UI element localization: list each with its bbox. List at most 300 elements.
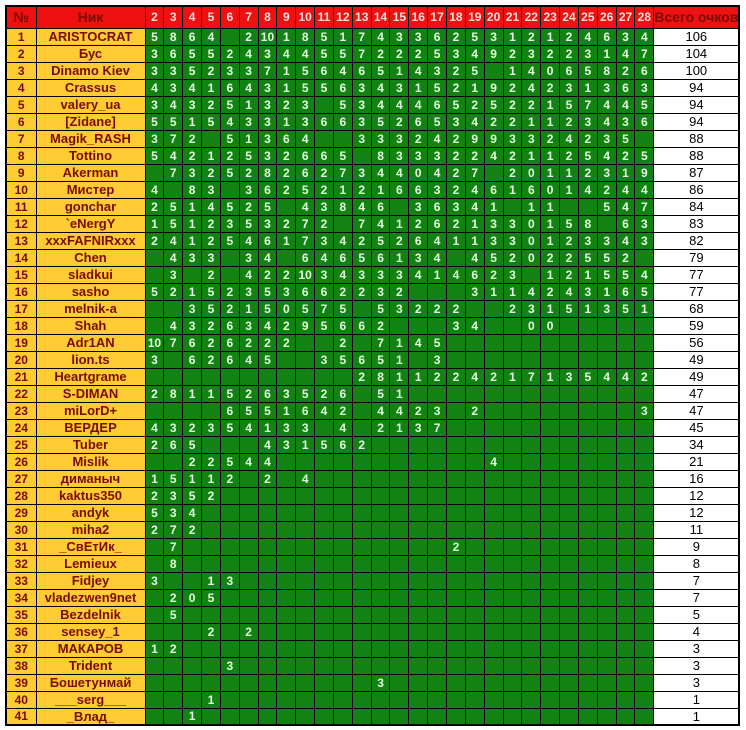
total-cell: 94 [654,113,740,130]
score-table [5,5,740,726]
score-cell: 6 [352,62,371,79]
score-cell: 3 [428,62,447,79]
score-cell: 2 [503,300,522,317]
score-cell: 8 [164,385,183,402]
score-cell: 5 [616,130,635,147]
score-cell: 4 [428,249,447,266]
score-cell: 4 [371,28,390,45]
score-cell: 4 [616,368,635,385]
score-cell: 1 [541,113,560,130]
score-cell [447,453,466,470]
score-cell: 7 [258,62,277,79]
score-cell: 4 [465,113,484,130]
score-cell: 5 [183,45,202,62]
score-cell [597,623,616,640]
score-cell [202,606,221,623]
score-cell: 1 [145,470,164,487]
score-cell [258,657,277,674]
score-cell [164,453,183,470]
score-cell: 0 [541,62,560,79]
score-cell [202,130,221,147]
score-cell: 5 [202,589,221,606]
player-row [6,606,739,623]
score-cell: 2 [541,283,560,300]
score-cell: 1 [239,96,258,113]
player-row [6,334,739,351]
score-cell [352,419,371,436]
score-cell: 3 [315,198,334,215]
score-cell: 3 [164,79,183,96]
score-cell: 5 [616,266,635,283]
rank-cell: 2 [6,45,36,62]
score-cell [465,419,484,436]
score-cell: 2 [503,147,522,164]
score-cell [428,487,447,504]
score-cell [258,640,277,657]
score-cell [239,708,258,725]
score-cell [390,504,409,521]
score-cell: 7 [164,130,183,147]
score-cell: 1 [183,708,202,725]
score-cell [616,436,635,453]
score-cell [503,351,522,368]
player-row [6,470,739,487]
score-cell: 4 [145,79,164,96]
score-cell [578,674,597,691]
score-cell [503,606,522,623]
score-cell: 1 [503,368,522,385]
score-cell [145,300,164,317]
score-cell [522,606,541,623]
score-cell [352,708,371,725]
score-cell [522,691,541,708]
score-cell: 5 [352,249,371,266]
score-cell [277,640,296,657]
player-row [6,300,739,317]
score-cell [522,708,541,725]
score-cell: 3 [296,419,315,436]
score-cell [465,351,484,368]
score-cell: 8 [371,147,390,164]
score-cell: 3 [390,79,409,96]
score-cell: 3 [635,232,654,249]
score-cell [352,300,371,317]
score-cell: 3 [484,215,503,232]
score-cell [183,674,202,691]
score-cell: 5 [315,28,334,45]
score-cell [183,606,202,623]
score-cell: 3 [296,96,315,113]
score-cell [484,402,503,419]
score-cell [447,606,466,623]
score-cell: 2 [560,232,579,249]
score-cell: 1 [409,368,428,385]
score-cell [616,317,635,334]
score-cell: 2 [447,538,466,555]
score-cell [616,691,635,708]
rank-cell: 37 [6,640,36,657]
score-cell: 2 [503,79,522,96]
nick-cell: gonchar [36,198,145,215]
score-cell: 1 [560,181,579,198]
header-round-18: 18 [447,6,466,28]
score-cell [296,555,315,572]
score-cell: 8 [164,555,183,572]
score-cell [503,334,522,351]
score-cell: 4 [315,402,334,419]
score-cell: 7 [164,521,183,538]
score-cell [560,555,579,572]
score-cell [145,402,164,419]
score-cell: 3 [578,283,597,300]
score-cell [315,521,334,538]
score-cell [503,470,522,487]
score-cell [164,351,183,368]
score-cell [333,657,352,674]
score-cell: 3 [635,402,654,419]
score-cell [371,640,390,657]
score-cell: 0 [277,300,296,317]
score-cell: 6 [277,130,296,147]
rank-cell: 40 [6,691,36,708]
player-row [6,266,739,283]
score-cell: 4 [164,147,183,164]
score-cell [447,623,466,640]
header-round-6: 6 [220,6,239,28]
score-cell: 7 [164,538,183,555]
score-cell: 4 [333,62,352,79]
score-cell [277,504,296,521]
score-cell: 3 [220,215,239,232]
score-cell: 3 [503,130,522,147]
score-cell: 2 [428,300,447,317]
score-cell [315,589,334,606]
score-cell: 2 [352,181,371,198]
nick-cell: _СвЕтИк_ [36,538,145,555]
score-cell [371,589,390,606]
player-row [6,436,739,453]
nick-cell: melnik-a [36,300,145,317]
score-cell: 7 [635,45,654,62]
score-cell: 4 [315,249,334,266]
score-cell: 3 [145,62,164,79]
score-cell: 1 [239,300,258,317]
score-cell [465,334,484,351]
header-round-5: 5 [202,6,221,28]
score-cell [145,249,164,266]
score-cell [409,470,428,487]
score-cell [352,487,371,504]
score-cell [315,674,334,691]
score-cell: 1 [503,283,522,300]
nick-cell: xxxFAFNIRxxx [36,232,145,249]
score-cell [352,640,371,657]
score-cell: 4 [390,96,409,113]
score-cell [296,504,315,521]
score-cell: 8 [258,164,277,181]
score-cell: 2 [164,283,183,300]
score-cell: 6 [616,215,635,232]
header-round-8: 8 [258,6,277,28]
score-cell: 2 [145,385,164,402]
score-cell: 5 [145,283,164,300]
header-round-24: 24 [560,6,579,28]
score-cell: 6 [183,334,202,351]
score-cell [277,691,296,708]
score-cell [164,402,183,419]
score-cell [239,538,258,555]
score-cell [409,487,428,504]
score-cell [560,385,579,402]
score-cell: 2 [352,283,371,300]
score-cell: 3 [597,300,616,317]
score-cell: 3 [220,572,239,589]
score-cell: 1 [390,368,409,385]
score-cell: 4 [145,181,164,198]
score-cell [560,708,579,725]
score-cell [183,555,202,572]
score-cell: 4 [616,232,635,249]
score-cell: 1 [578,79,597,96]
score-cell [333,215,352,232]
score-cell [409,589,428,606]
header-round-4: 4 [183,6,202,28]
score-cell: 2 [239,623,258,640]
score-cell: 3 [409,249,428,266]
total-cell: 11 [654,521,740,538]
score-cell [202,368,221,385]
nick-cell: Бошетунмай [36,674,145,691]
score-cell [428,470,447,487]
score-cell: 6 [315,147,334,164]
nick-cell: miha2 [36,521,145,538]
player-row [6,555,739,572]
score-cell [447,436,466,453]
rank-cell: 14 [6,249,36,266]
score-cell [296,334,315,351]
score-cell [616,572,635,589]
score-cell: 3 [277,385,296,402]
score-cell: 5 [484,249,503,266]
score-cell [277,708,296,725]
score-cell [333,708,352,725]
player-row [6,130,739,147]
score-cell: 9 [465,130,484,147]
total-cell: 1 [654,691,740,708]
score-cell: 1 [277,232,296,249]
score-cell [560,691,579,708]
score-cell [333,640,352,657]
score-cell [239,691,258,708]
score-cell [390,674,409,691]
score-cell: 1 [239,130,258,147]
score-cell: 9 [484,130,503,147]
score-cell [390,487,409,504]
header-round-3: 3 [164,6,183,28]
score-cell: 4 [258,249,277,266]
score-cell: 2 [315,164,334,181]
score-cell: 4 [465,45,484,62]
score-cell: 2 [183,419,202,436]
score-cell: 4 [145,419,164,436]
score-cell [352,623,371,640]
score-cell: 0 [522,232,541,249]
score-cell [333,538,352,555]
score-cell: 6 [333,317,352,334]
score-cell: 3 [145,130,164,147]
score-cell [597,419,616,436]
score-cell [484,708,503,725]
score-cell: 5 [258,351,277,368]
score-cell: 3 [164,62,183,79]
score-cell [503,317,522,334]
total-cell: 1 [654,708,740,725]
score-cell [220,589,239,606]
score-cell: 3 [183,317,202,334]
score-cell [616,504,635,521]
score-cell [352,589,371,606]
score-cell [296,453,315,470]
score-cell [296,606,315,623]
score-cell [635,453,654,470]
score-cell [541,623,560,640]
score-cell: 2 [202,487,221,504]
score-cell: 3 [560,368,579,385]
score-cell [220,28,239,45]
total-cell: 8 [654,555,740,572]
score-cell: 3 [503,266,522,283]
score-cell [145,164,164,181]
score-cell [371,691,390,708]
score-cell: 5 [371,351,390,368]
score-cell: 5 [560,300,579,317]
score-cell: 6 [333,113,352,130]
score-cell: 5 [202,300,221,317]
score-cell [352,657,371,674]
score-cell [560,589,579,606]
nick-cell: Magik_RASH [36,130,145,147]
score-cell [315,334,334,351]
score-cell: 2 [428,368,447,385]
score-cell: 3 [239,317,258,334]
score-cell: 3 [352,164,371,181]
score-cell: 2 [220,283,239,300]
score-cell: 2 [484,266,503,283]
score-cell [183,402,202,419]
score-cell: 5 [202,45,221,62]
score-cell: 6 [352,351,371,368]
score-cell [578,487,597,504]
score-cell [616,453,635,470]
score-cell: 2 [447,368,466,385]
score-cell: 3 [635,79,654,96]
score-cell [597,385,616,402]
score-cell [428,453,447,470]
score-cell [145,555,164,572]
player-row [6,487,739,504]
score-cell: 7 [296,232,315,249]
score-cell [145,453,164,470]
score-cell: 1 [183,232,202,249]
score-cell [541,334,560,351]
player-row [6,351,739,368]
score-cell [296,691,315,708]
score-cell [484,62,503,79]
total-cell: 34 [654,436,740,453]
score-cell: 2 [145,521,164,538]
score-cell [258,589,277,606]
score-cell: 4 [239,79,258,96]
score-cell [522,436,541,453]
score-cell [522,266,541,283]
rank-cell: 17 [6,300,36,317]
score-cell: 2 [635,368,654,385]
score-cell: 5 [635,96,654,113]
header-round-21: 21 [503,6,522,28]
score-cell [220,640,239,657]
score-cell [597,470,616,487]
player-row [6,45,739,62]
score-cell [465,538,484,555]
score-cell [239,640,258,657]
score-cell: 1 [560,164,579,181]
score-cell [541,521,560,538]
score-cell: 5 [484,96,503,113]
score-cell [560,487,579,504]
score-cell: 1 [635,300,654,317]
score-cell [635,657,654,674]
score-cell: 2 [447,147,466,164]
score-cell [428,691,447,708]
nick-cell: Мистер [36,181,145,198]
score-cell: 2 [164,589,183,606]
score-cell [315,368,334,385]
score-cell: 4 [296,470,315,487]
score-cell: 1 [541,198,560,215]
score-cell: 2 [371,317,390,334]
score-cell: 10 [145,334,164,351]
score-cell [616,385,635,402]
score-cell: 1 [541,164,560,181]
score-cell [503,623,522,640]
score-cell [202,402,221,419]
score-cell: 7 [164,334,183,351]
score-cell [390,436,409,453]
score-cell [164,572,183,589]
player-row [6,453,739,470]
score-cell: 3 [164,266,183,283]
total-cell: 45 [654,419,740,436]
score-cell [522,453,541,470]
score-cell [616,640,635,657]
score-cell: 4 [616,198,635,215]
score-cell: 3 [258,130,277,147]
score-cell: 2 [145,232,164,249]
score-cell: 5 [239,402,258,419]
score-cell: 7 [522,368,541,385]
score-cell: 3 [239,249,258,266]
score-cell [522,470,541,487]
player-row [6,572,739,589]
score-cell: 8 [296,28,315,45]
score-cell: 6 [484,181,503,198]
score-cell: 5 [371,385,390,402]
score-cell: 2 [202,351,221,368]
score-cell [352,674,371,691]
score-cell [390,572,409,589]
score-cell: 5 [616,300,635,317]
score-cell: 4 [560,283,579,300]
